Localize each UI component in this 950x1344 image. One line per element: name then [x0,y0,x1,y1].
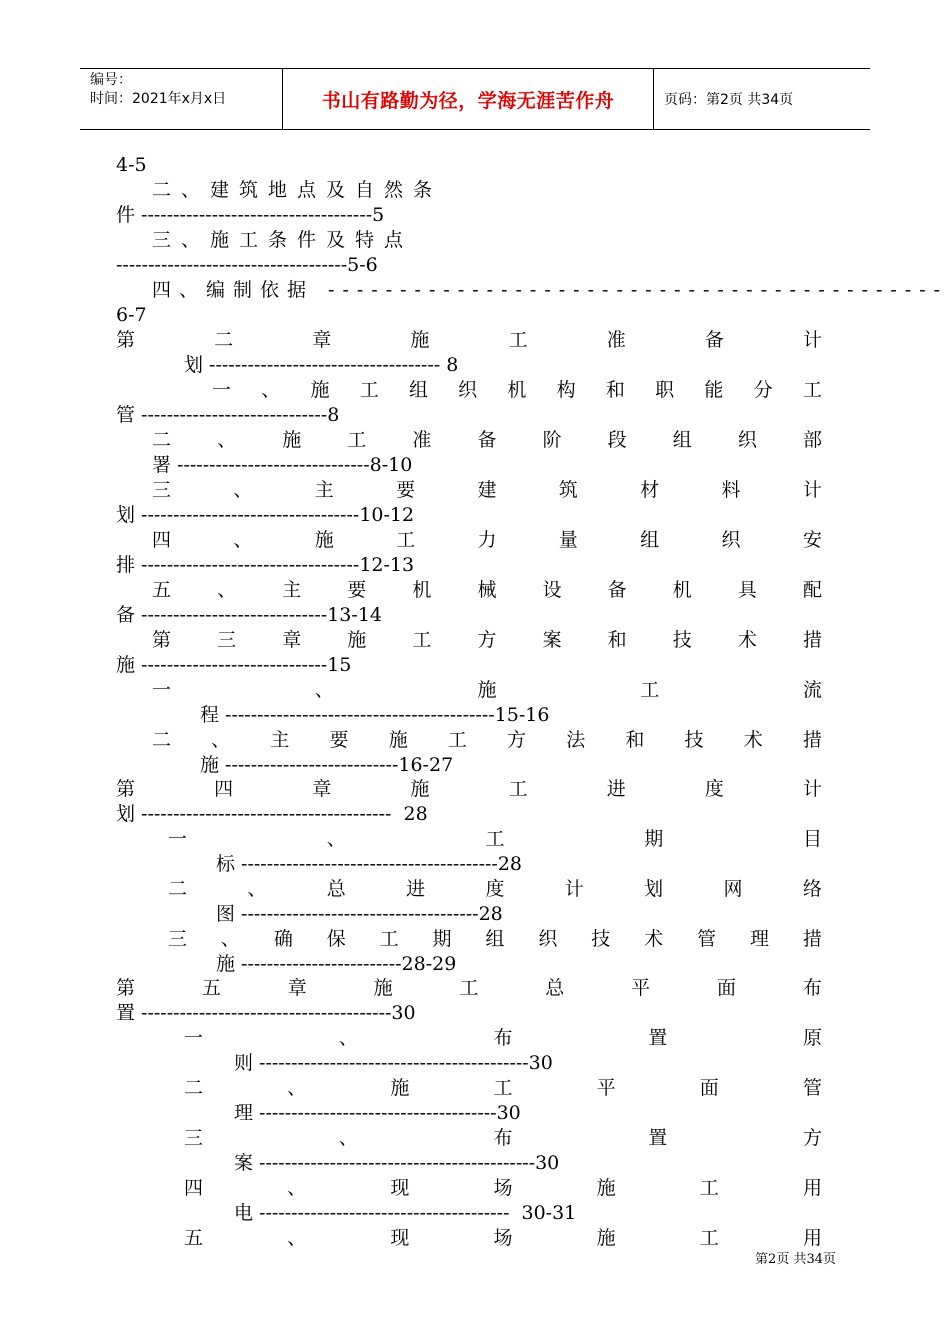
toc-char: 四 [184,1177,204,1199]
toc-char: 组 [408,379,428,401]
toc-line: 理 -------------------------------------30 [234,1102,521,1124]
toc-line: 施 ---------------------------16-27 [200,754,454,776]
toc-char: 措 [802,928,822,950]
toc-char: 现 [390,1227,410,1249]
toc-char: 场 [493,1177,513,1199]
toc-char: 三 [152,479,172,501]
toc-char: 技 [591,928,611,950]
toc-char: 二 [152,729,172,751]
toc-char: 第 [116,329,136,351]
toc-char: 工 [459,977,479,999]
toc-char: 配 [802,579,822,601]
toc-line [152,479,822,501]
toc-line: 施 -----------------------------15 [116,654,352,676]
toc-char: 度 [485,878,505,900]
toc-char: 管 [802,1077,822,1099]
toc-char: 保 [326,928,346,950]
toc-char: 理 [749,928,769,950]
toc-line [212,379,822,401]
toc-char: 布 [493,1127,513,1149]
header-page-cell [654,69,870,129]
toc-char: 置 [648,1027,668,1049]
toc-char: 具 [737,579,757,601]
toc-char: 、 [338,1127,358,1149]
toc-char: 材 [640,479,660,501]
toc-char: 筑 [558,479,578,501]
toc-char: 工 [447,729,467,751]
toc-char: 一 [168,828,188,850]
toc-char: 用 [802,1177,822,1199]
toc-line [184,1227,822,1249]
toc-char: 流 [802,679,822,701]
toc-char: 、 [338,1027,358,1049]
toc-line: 4-5 [116,154,147,176]
toc-char: 现 [390,1177,410,1199]
toc-char: 一 [212,379,232,401]
toc-char: 四 [214,778,234,800]
toc-char: 五 [184,1227,204,1249]
toc-char: 施 [282,429,302,451]
toc-line: 划 --------------------------------------- 28 [116,803,428,825]
toc-line [152,579,822,601]
toc-char: 备 [704,329,724,351]
toc-char: 、 [233,529,253,551]
toc-char: 总 [326,878,346,900]
toc-char: 面 [717,977,737,999]
toc-char: 部 [802,429,822,451]
toc-char: 组 [672,429,692,451]
toc-char: 一 [184,1027,204,1049]
toc-char: 能 [704,379,724,401]
toc-char: 置 [648,1127,668,1149]
toc-line: 件 ------------------------------------5 [116,204,385,226]
toc-char: 工 [699,1227,719,1249]
toc-char: 主 [314,479,334,501]
toc-line: 6-7 [116,304,147,326]
number-label: 编号： [90,72,132,88]
toc-char: 期 [432,928,452,950]
toc-chapter [152,629,822,651]
toc-line: 程 ------------------------------------------15-16 [200,704,550,726]
toc-char: 三 [184,1127,204,1149]
toc-char: 一 [152,679,172,701]
toc-line: 施 -------------------------28-29 [216,953,457,975]
toc-line: 图 -------------------------------------28 [216,903,503,925]
toc-line [184,1077,822,1099]
header-meta [80,69,282,129]
toc-char: 施 [390,1077,410,1099]
toc-char: 准 [412,429,432,451]
toc-char: 措 [802,729,822,751]
toc-line: 管 -----------------------------8 [116,404,340,426]
toc-char: 法 [566,729,586,751]
toc-char: 、 [287,1177,307,1199]
toc-char: 二 [184,1077,204,1099]
toc-char: 管 [697,928,717,950]
toc-char: 计 [802,329,822,351]
toc-char: 、 [326,828,346,850]
toc-char: 要 [396,479,416,501]
toc-char: 布 [493,1027,513,1049]
toc-char: 施 [410,329,430,351]
toc-char: 施 [347,629,367,651]
toc-char: 施 [373,977,393,999]
toc-line: 案 -------------------------------------------30 [234,1152,560,1174]
toc-char: 布 [802,977,822,999]
toc-char: 备 [477,429,497,451]
toc-chapter [116,329,822,351]
toc-char: 料 [721,479,741,501]
toc-char: 械 [477,579,497,601]
toc-line: 四、编制依据 ------------------------------------------- [152,279,949,301]
toc-char: 技 [684,729,704,751]
toc-char: 二 [152,429,172,451]
toc-char: 职 [655,379,675,401]
toc-char: 要 [347,579,367,601]
toc-char: 施 [477,679,497,701]
toc-char: 工 [699,1177,719,1199]
toc-char: 场 [493,1227,513,1249]
toc-char: 和 [605,379,625,401]
toc-char: 总 [545,977,565,999]
toc-char: 、 [261,379,281,401]
toc-char: 五 [201,977,221,999]
toc-char: 安 [802,529,822,551]
toc-char: 进 [406,878,426,900]
toc-line [168,878,822,900]
toc-char: 施 [410,778,430,800]
toc-char: 工 [396,529,416,551]
toc-char: 、 [217,429,237,451]
toc-char: 度 [704,778,724,800]
toc-char: 建 [477,479,497,501]
toc-char: 络 [802,878,822,900]
toc-char: 、 [314,679,334,701]
toc-char: 工 [412,629,432,651]
toc-line: 三、施工条件及特点 [152,229,414,251]
toc-char: 、 [211,729,231,751]
toc-line [184,1177,822,1199]
toc-char: 五 [152,579,172,601]
toc-char: 量 [558,529,578,551]
toc-char: 工 [508,778,528,800]
toc-char: 平 [596,1077,616,1099]
toc-char: 面 [699,1077,719,1099]
toc-char: 织 [538,928,558,950]
toc-line [152,429,822,451]
toc-char: 平 [631,977,651,999]
toc-char: 术 [737,629,757,651]
toc-char: 设 [542,579,562,601]
toc-char: 技 [672,629,692,651]
toc-char: 工 [802,379,822,401]
toc-char: 段 [607,429,627,451]
toc-line [152,529,822,551]
toc-line: 置 ---------------------------------------30 [116,1002,416,1024]
toc-char: 划 [644,878,664,900]
toc-char: 施 [388,729,408,751]
toc-line: 排 ----------------------------------12-13 [116,554,415,576]
toc-line: 署 ------------------------------8-10 [152,454,413,476]
toc-line: ------------------------------------5-6 [116,254,378,276]
page-footer: 第2页 共34页 [755,1252,836,1267]
toc-char: 第 [116,977,136,999]
toc-chapter [116,778,822,800]
toc-char: 三 [168,928,188,950]
toc-line [152,729,822,751]
toc-line [168,828,822,850]
toc-char: 方 [802,1127,822,1149]
page-info: 页码：第2页 共34页 [664,92,794,108]
header-motto-cell [282,69,654,129]
toc-char: 方 [507,729,527,751]
toc-char: 要 [329,729,349,751]
toc-char: 构 [556,379,576,401]
page-header [80,68,870,130]
toc-char: 工 [508,329,528,351]
toc-char: 计 [564,878,584,900]
toc-char: 目 [802,828,822,850]
toc-line: 电 --------------------------------------- 30-31 [234,1202,577,1224]
toc-char: 工 [359,379,379,401]
toc-char: 工 [347,429,367,451]
toc-line: 划 ------------------------------------ 8 [184,354,459,376]
toc-char: 织 [458,379,478,401]
toc-char: 计 [802,778,822,800]
toc-char: 确 [273,928,293,950]
toc-char: 、 [287,1077,307,1099]
toc-char: 施 [596,1177,616,1199]
motto: 书山有路勤为径，学海无涯苦作舟 [321,89,615,112]
toc-char: 原 [802,1027,822,1049]
toc-char: 组 [640,529,660,551]
toc-char: 术 [743,729,763,751]
toc-char: 方 [477,629,497,651]
toc-line: 划 ----------------------------------10-12 [116,504,415,526]
toc-char: 、 [287,1227,307,1249]
toc-char: 网 [723,878,743,900]
toc-char: 措 [802,629,822,651]
toc-char: 、 [220,928,240,950]
toc-char: 章 [312,778,332,800]
toc-char: 案 [542,629,562,651]
toc-char: 阶 [542,429,562,451]
toc-char: 二 [168,878,188,900]
toc-char: 章 [287,977,307,999]
toc-char: 章 [282,629,302,651]
toc-char: 四 [152,529,172,551]
toc-char: 机 [672,579,692,601]
toc-char: 术 [644,928,664,950]
toc-char: 用 [802,1227,822,1249]
toc-char: 准 [606,329,626,351]
toc-line [152,679,822,701]
toc-char: 二 [214,329,234,351]
toc-char: 机 [412,579,432,601]
toc-char: 和 [607,629,627,651]
toc-char: 第 [116,778,136,800]
toc-chapter [116,977,822,999]
toc-char: 工 [485,828,505,850]
toc-char: 计 [802,479,822,501]
toc-char: 期 [644,828,664,850]
toc-char: 进 [606,778,626,800]
toc-char: 分 [753,379,773,401]
time-label: 时间：2021年x月x日 [90,91,227,107]
toc-line [184,1127,822,1149]
toc-char: 组 [485,928,505,950]
toc-char: 工 [493,1077,513,1099]
toc-char: 工 [640,679,660,701]
toc-char: 第 [152,629,172,651]
toc-char: 主 [282,579,302,601]
toc-char: 机 [507,379,527,401]
toc-char: 主 [270,729,290,751]
toc-char: 施 [596,1227,616,1249]
toc-char: 、 [217,579,237,601]
toc-line: 则 ------------------------------------------30 [234,1052,553,1074]
toc-line [168,928,822,950]
toc-char: 工 [379,928,399,950]
toc-line: 二、建筑地点及自然条 [152,179,443,201]
toc-char: 和 [625,729,645,751]
toc-char: 备 [607,579,627,601]
toc-char: 织 [721,529,741,551]
toc-char: 施 [310,379,330,401]
toc-char: 、 [233,479,253,501]
toc-line: 标 ----------------------------------------28 [216,853,523,875]
toc-char: 章 [312,329,332,351]
toc-char: 三 [217,629,237,651]
toc-char: 、 [247,878,267,900]
toc-line: 备 -----------------------------13-14 [116,604,382,626]
toc-char: 力 [477,529,497,551]
toc-line [184,1027,822,1049]
toc-char: 织 [737,429,757,451]
toc-char: 施 [314,529,334,551]
